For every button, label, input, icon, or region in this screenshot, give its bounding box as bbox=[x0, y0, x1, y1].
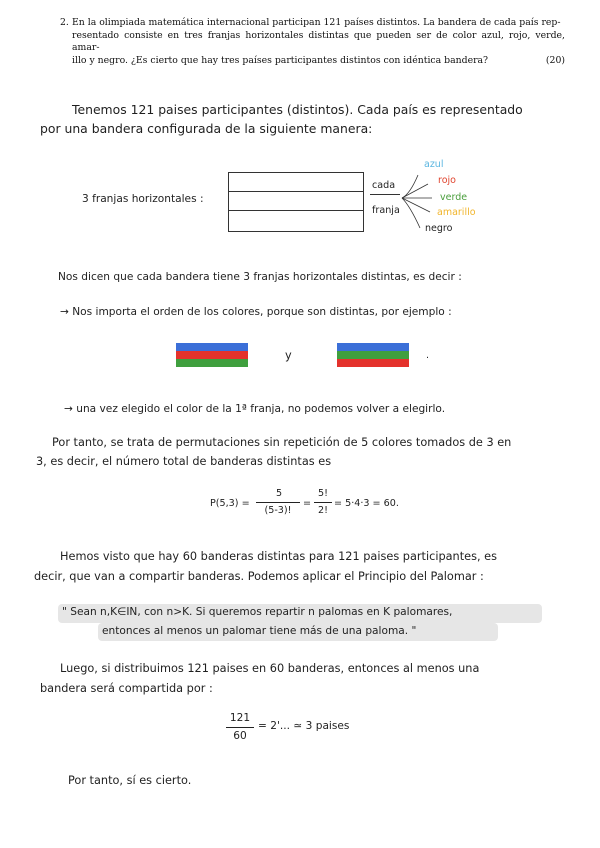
conclusion-frac-numerator: 121 bbox=[229, 712, 251, 724]
frac2-numerator: 5! bbox=[318, 488, 328, 499]
flag1-stripe-middle bbox=[176, 351, 248, 359]
conclusion-line-1: Luego, si distribuimos 121 paises en 60 banderas, entonces al menos una bbox=[60, 662, 480, 675]
flag2-stripe-middle bbox=[337, 351, 409, 359]
formula-eq: = bbox=[303, 498, 312, 509]
frac2-denominator: 2! bbox=[318, 505, 328, 516]
statement-3: → una vez elegido el color de la 1ª franja, no podemos volver a elegirlo. bbox=[64, 403, 446, 415]
flag1-stripe-top bbox=[176, 343, 248, 351]
formula-lhs: P(5,3) = bbox=[210, 498, 250, 509]
frac2-bar bbox=[314, 502, 332, 503]
conclusion-frac-bar bbox=[226, 727, 254, 728]
palomar-quote-2: entonces al menos un palomar tiene más de una paloma. " bbox=[102, 625, 417, 637]
permutation-line-1: Por tanto, se trata de permutaciones sin repetición de 5 colores tomados de 3 en bbox=[52, 436, 512, 449]
color-rojo: rojo bbox=[438, 175, 456, 186]
conclusion-result: = 2'... ≃ 3 paises bbox=[258, 720, 350, 732]
color-azul: azul bbox=[424, 159, 444, 170]
color-verde: verde bbox=[440, 192, 468, 203]
permutation-line-2: 3, es decir, el número total de banderas distintas es bbox=[36, 455, 332, 468]
diagram-cada: cada bbox=[372, 180, 396, 191]
intro-line-2: por una bandera configurada de la siguiente manera: bbox=[40, 121, 373, 136]
color-amarillo: amarillo bbox=[437, 207, 476, 218]
flags-separator: y bbox=[285, 349, 292, 362]
statement-1: Nos dicen que cada bandera tiene 3 franjas horizontales distintas, es decir : bbox=[58, 271, 462, 283]
conclusion-frac-denominator: 60 bbox=[233, 730, 247, 742]
frac1-denominator: (5-3)! bbox=[264, 505, 292, 516]
conclusion-line-2: bandera será compartida por : bbox=[40, 682, 213, 695]
palomar-line-2: decir, que van a compartir banderas. Podemos aplicar el Principio del Palomar : bbox=[34, 570, 484, 583]
flag2-stripe-bottom bbox=[337, 359, 409, 367]
diagram-franja: franja bbox=[372, 205, 400, 216]
formula-result: = 5·4·3 = 60. bbox=[334, 498, 399, 509]
frac1-bar bbox=[256, 502, 300, 503]
palomar-line-1: Hemos visto que hay 60 banderas distintas para 121 paises participantes, es bbox=[60, 550, 497, 563]
problem-line-3: illo y negro. ¿Es cierto que hay tres países participantes distintos con idéntica bandera? bbox=[72, 54, 489, 66]
flag1-stripe-bottom bbox=[176, 359, 248, 367]
problem-line-2: resentado consiste en tres franjas horizontales distintas que pueden ser de color azul, rojo, verde, amar- bbox=[72, 29, 565, 54]
flag2-stripe-top bbox=[337, 343, 409, 351]
palomar-quote-1: " Sean n,K∈IN, con n>K. Si queremos repartir n palomas en K palomares, bbox=[62, 606, 453, 618]
problem-line-1: En la olimpiada matemática internacional participan 121 países distintos. La bandera de cada país rep- bbox=[72, 17, 561, 28]
statement-2: → Nos importa el orden de los colores, porque son distintas, por ejemplo : bbox=[60, 306, 452, 318]
color-negro: negro bbox=[425, 223, 453, 234]
intro-line-1: Tenemos 121 paises participantes (distintos). Cada país es representado bbox=[72, 102, 523, 117]
flags-dot: . bbox=[426, 350, 430, 361]
problem-number: 2. bbox=[60, 17, 69, 28]
frac1-numerator: 5 bbox=[275, 488, 283, 499]
problem-points: (20) bbox=[545, 54, 565, 66]
conclusion-final: Por tanto, sí es cierto. bbox=[68, 774, 192, 787]
diagram-left-label: 3 franjas horizontales : bbox=[82, 193, 204, 205]
